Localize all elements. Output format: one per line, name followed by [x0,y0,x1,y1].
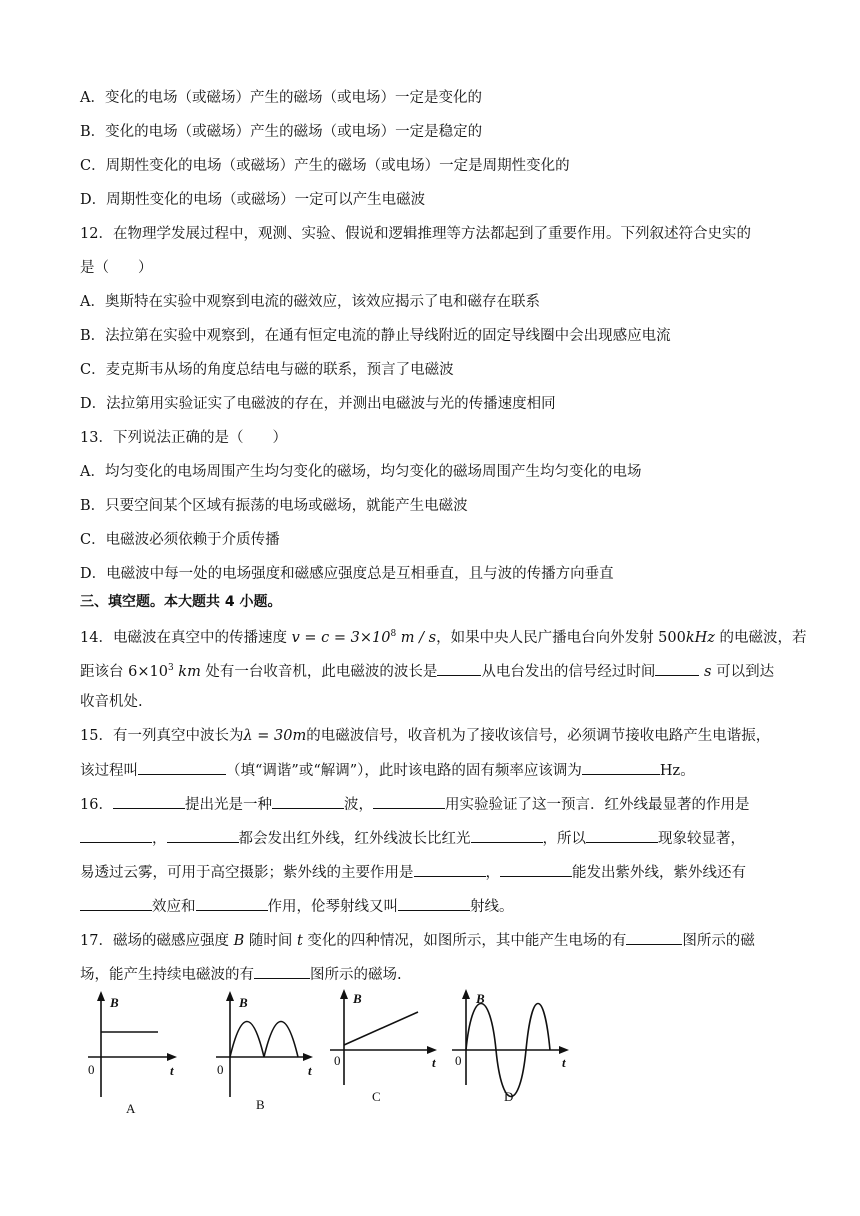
q17-line2 [80,964,402,985]
q14-distance-exp: 3 [167,663,174,673]
q16-blank[interactable] [398,896,470,911]
q14-formula-v: v = c = 3×10 [291,629,391,646]
y-axis-arrow [226,991,234,1001]
q15-blank-frequency[interactable] [582,760,660,775]
q14-text: 处有一台收音机，此电磁波的波长是 [200,663,438,680]
x-axis-label: t [562,1055,566,1070]
q14-line2 [80,658,774,682]
origin-label: 0 [88,1062,95,1077]
graph-c [324,985,444,1119]
q16-text: 能发出紫外线，紫外线还有 [572,865,746,881]
q15-blank-process[interactable] [138,760,226,775]
q17-var-b: B [233,933,245,949]
q16-line2 [80,828,745,849]
q12-stem-line1: 12．在物理学发展过程中，观测、实验、假说和逻辑推理等方法都起到了重要作用。下列叙述符合史实的 [80,226,751,242]
q16-line3 [80,862,746,883]
y-axis-arrow [97,991,105,1001]
figure-caption: A [126,1101,136,1116]
q15-text: （填“调谐”或“解调”），此时该电路的固有频率应该调为 [226,763,582,779]
y-axis-arrow [340,989,348,999]
rectified-sine-curve [230,1022,298,1058]
q12-option-a: A．奥斯特在实验中观察到电流的磁效应，该效应揭示了电和磁存在联系 [80,294,540,310]
q12-option-c: C．麦克斯韦从场的角度总结电与磁的联系，预言了电磁波 [80,362,454,378]
graph-b [208,985,318,1119]
q11-option-b: B．变化的电场（或磁场）产生的磁场（或电场）一定是稳定的 [80,124,483,140]
q16-blank[interactable] [272,794,344,809]
q17-blank-wave[interactable] [254,964,310,979]
q14-text: 的电磁波，若 [714,629,807,646]
q15-text: 15．有一列真空中波长为 [80,728,244,744]
q14-text: 14．电磁波在真空中的传播速度 [80,629,292,646]
figure-caption: D [504,1089,514,1104]
q11-option-c: C．周期性变化的电场（或磁场）产生的磁场（或电场）一定是周期性变化的 [80,158,570,174]
x-axis-label: t [308,1063,312,1078]
q16-text: 提出光是一种 [184,797,272,813]
q17-text: 变化的四种情况，如图所示，其中能产生电场的有 [302,933,627,949]
q17-var-t: t [296,933,303,949]
q16-line4 [80,896,514,917]
q15-line1 [80,726,770,746]
q16-blank[interactable] [500,862,572,877]
origin-label: 0 [217,1062,224,1077]
q13-option-c: C．电磁波必须依赖于介质传播 [80,532,280,548]
q12-option-b: B．法拉第在实验中观察到，在通有恒定电流的静止导线附近的固定导线圈中会出现感应电流 [80,328,671,344]
q16-text: 16． [80,797,113,813]
q16-text: 射线。 [470,899,514,915]
q14-distance-unit: km [173,663,201,680]
section-title: 三、填空题。本大题共 4 小题。 [80,594,282,610]
x-axis-arrow [303,1053,313,1061]
figure-caption: B [256,1097,265,1112]
q11-option-d: D．周期性变化的电场（或磁场）一定可以产生电磁波 [80,192,426,208]
q16-blank[interactable] [167,828,239,843]
q16-blank[interactable] [414,862,486,877]
q16-text: 效应和 [152,899,196,915]
x-axis-label: t [170,1063,174,1078]
q15-text: 该过程叫 [80,763,138,779]
q14-line1 [80,624,807,648]
q14-blank-time[interactable] [655,661,699,676]
q17-text: 图所示的磁场. [310,967,402,983]
q15-text: Hz。 [659,763,695,779]
origin-label: 0 [334,1053,341,1068]
q14-line3: 收音机处. [80,694,143,710]
q16-blank[interactable] [196,896,268,911]
q14-text: 距该台 6×10 [80,663,168,680]
q14-formula-exp: 8 [390,629,397,639]
linear-b-curve [344,1012,418,1045]
q16-text: ， [485,865,500,881]
q16-line1 [80,794,749,815]
q14-unit-khz: kHz [685,629,715,646]
q16-blank[interactable] [471,828,543,843]
y-axis-label: B [476,991,485,1006]
q16-text: 易透过云雾，可用于高空摄影；紫外线的主要作用是 [80,865,414,881]
q14-text: 从电台发出的信号经过时间 [481,663,656,680]
q17-blank-electric[interactable] [626,930,682,945]
q14-blank-wavelength[interactable] [437,661,481,676]
graph-d [446,985,576,1119]
q12-option-d: D．法拉第用实验证实了电磁波的存在，并测出电磁波与光的传播速度相同 [80,396,556,412]
y-axis-arrow [462,989,470,999]
q17-text: 图所示的磁 [682,933,755,949]
figure-caption: C [372,1089,381,1104]
q17-text: 场，能产生持续电磁波的有 [80,967,254,983]
y-axis-label: B [239,995,248,1010]
q13-stem: 13．下列说法正确的是（ ） [80,430,287,446]
graph-a [80,985,180,1119]
y-axis-label: B [110,995,119,1010]
q17-line1 [80,930,755,951]
q16-text: 现象较显著， [658,831,745,847]
q13-option-a: A．均匀变化的电场周围产生均匀变化的磁场，均匀变化的磁场周围产生均匀变化的电场 [80,464,642,480]
q14-unit-s: s [699,663,712,680]
x-axis-arrow [427,1046,437,1054]
q11-option-a: A．变化的电场（或磁场）产生的磁场（或电场）一定是变化的 [80,90,482,106]
q16-blank[interactable] [373,794,445,809]
q15-lambda: λ = 30m [243,728,307,744]
y-axis-label: B [353,991,362,1006]
q16-blank[interactable] [586,828,658,843]
q16-text: 都会发出红外线，红外线波长比红光 [238,831,471,847]
q17-text: 17．磁场的磁感应强度 [80,933,234,949]
q16-text: 作用，伦琴射线又叫 [267,899,398,915]
q16-blank[interactable] [80,896,152,911]
q16-text: 波， [343,797,373,813]
q13-option-d: D．电磁波中每一处的电场强度和磁感应强度总是互相垂直，且与波的传播方向垂直 [80,566,614,582]
q16-text: 用实验验证了这一预言．红外线最显著的作用是 [444,797,750,813]
x-axis-arrow [559,1046,569,1054]
q16-blank[interactable] [80,828,152,843]
q15-line2 [80,760,695,781]
q15-text: 的电磁波信号，收音机为了接收该信号，必须调节接收电路产生电谐振， [306,728,771,744]
x-axis-label: t [432,1055,436,1070]
origin-label: 0 [455,1053,462,1068]
q16-text: ，所以 [542,831,586,847]
q14-text: 可以到达 [711,663,775,680]
q17-text: 随时间 [244,933,297,949]
q14-text: ，如果中央人民广播电台向外发射 500 [436,629,686,646]
q16-blank[interactable] [113,794,185,809]
x-axis-arrow [167,1053,177,1061]
q14-formula-unit: m / s [396,629,437,646]
q12-stem-line2: 是（ ） [80,260,153,276]
q16-text: ， [152,831,167,847]
q13-option-b: B．只要空间某个区域有振荡的电场或磁场，就能产生电磁波 [80,498,468,514]
